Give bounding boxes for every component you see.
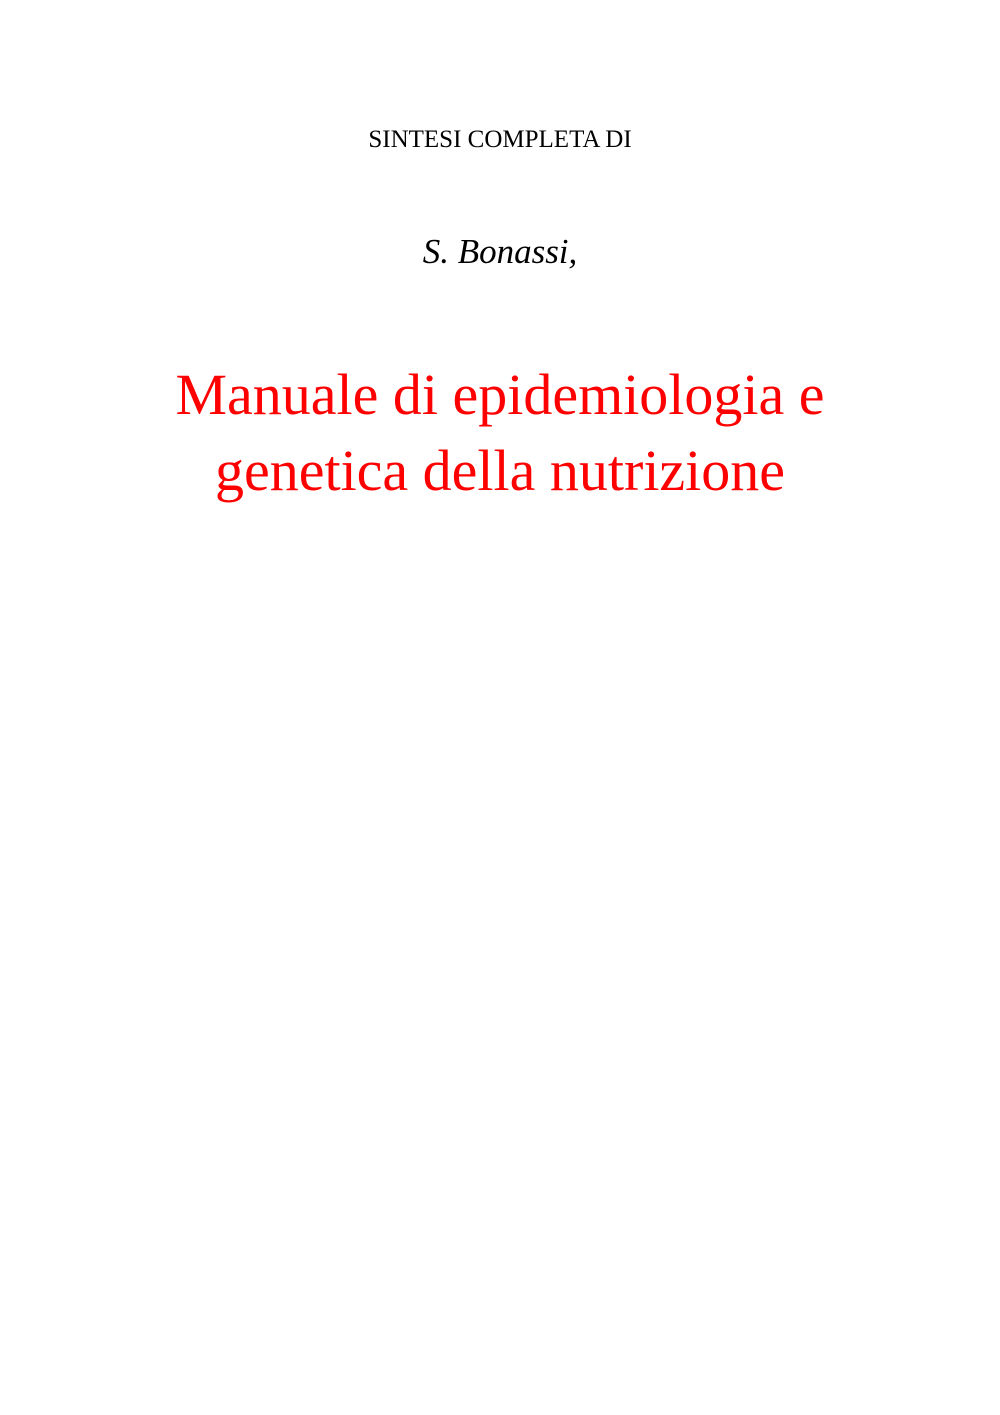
author-name: S. Bonassi, bbox=[422, 232, 578, 271]
summary-heading: SINTESI COMPLETA DI bbox=[368, 126, 632, 153]
book-title-line-1: Manuale di epidemiologia e bbox=[175, 362, 825, 427]
book-title bbox=[0, 357, 1000, 509]
book-title-line-2: genetica della nutrizione bbox=[214, 438, 786, 503]
